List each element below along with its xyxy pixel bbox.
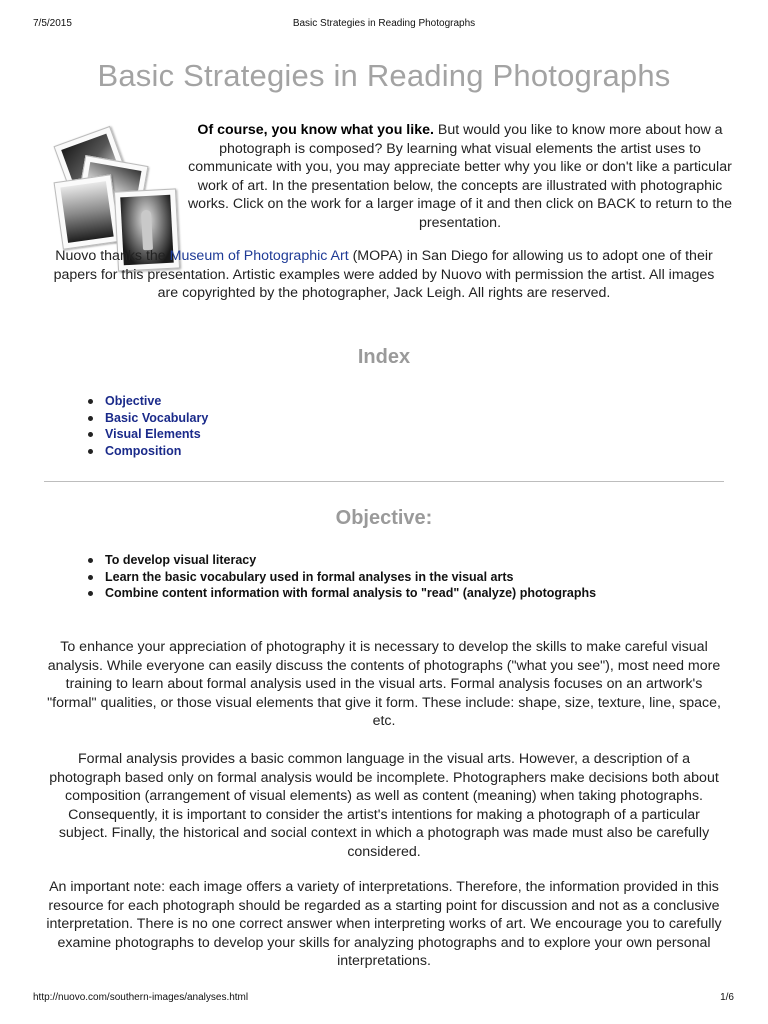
index-link-basic-vocabulary[interactable]: Basic Vocabulary	[88, 410, 208, 427]
objective-item: Combine content information with formal analysis to "read" (analyze) photographs	[88, 585, 608, 602]
index-heading: Index	[357, 346, 411, 368]
page-title: Basic Strategies in Reading Photographs	[97, 58, 671, 93]
print-date: 7/5/2015	[33, 18, 72, 29]
objective-list	[88, 552, 608, 602]
index-link-composition[interactable]: Composition	[88, 443, 208, 460]
thanks-before: Nuovo thanks the	[55, 248, 170, 264]
body-paragraph-3: An important note: each image offers a variety of interpretations. Therefore, the information provided in this resource for each photograph should be regarded as a starting point for discussion and not as a conclusive interpretation. There is no one correct answer when interpreting works of art. We encourage you to carefully examine photographs to develop your skills for analyzing photographs and to explore your own personal interpretations.	[46, 879, 722, 970]
mopa-link[interactable]: Museum of Photographic Art	[169, 248, 349, 264]
section-divider	[44, 481, 724, 482]
photo-collage[interactable]	[58, 118, 198, 268]
intro-paragraph	[180, 121, 740, 233]
page-number: 1/6	[720, 992, 734, 1003]
body-paragraph-1: To enhance your appreciation of photography it is necessary to develop the skills to make careful visual analysis. While everyone can easily discuss the contents of photographs ("what you see"), most need more training to learn about formal analysis used in the visual arts. Formal analysis focuses on an artwork's "formal" qualities, or those visual elements that give it form. These include: shape, size, texture, line, space, etc.	[47, 639, 721, 730]
print-title: Basic Strategies in Reading Photographs	[292, 18, 476, 29]
objective-heading: Objective:	[335, 507, 433, 529]
index-link-visual-elements[interactable]: Visual Elements	[88, 426, 208, 443]
objective-item: To develop visual literacy	[88, 552, 608, 569]
thanks-after: (MOPA) in San Diego for allowing us to adopt one of their papers for this presentation. Artistic examples were added by Nuovo with permission the artist. All images are copyrighted by the photographer, Jack Leigh. All rights are reserved.	[53, 248, 715, 302]
body-paragraph-2: Formal analysis provides a basic common language in the visual arts. However, a description of a photograph based only on formal analysis would be incomplete. Photographers make decisions both about composition (arrangement of visual elements) as well as content (meaning) when taking photographs. Consequently, it is important to consider the artist's intentions for making a photograph of a particular subject. Finally, the historical and social context in which a photograph was made must also be carefully considered.	[49, 751, 719, 860]
statue-figure	[141, 210, 153, 250]
photo-image	[60, 181, 113, 243]
thanks-paragraph	[44, 247, 724, 303]
print-header	[0, 0, 768, 29]
intro-text: But would you like to know more about how a photograph is composed? By learning what visual elements the artist uses to communicate with you, you may appreciate better why you like or don't like a particular work of art. In the presentation below, the concepts are illustrated with photographic works. Click on the work for a larger image of it and then click on BACK to return to the presentation.	[187, 122, 733, 231]
objective-item: Learn the basic vocabulary used in formal analyses in the visual arts	[88, 569, 608, 586]
collage-photo-left[interactable]	[54, 174, 121, 249]
footer-url: http://nuovo.com/southern-images/analyses.html	[33, 992, 249, 1003]
intro-lead: Of course, you know what you like.	[197, 122, 434, 138]
index-list	[88, 393, 208, 459]
index-link-objective[interactable]: Objective	[88, 393, 208, 410]
